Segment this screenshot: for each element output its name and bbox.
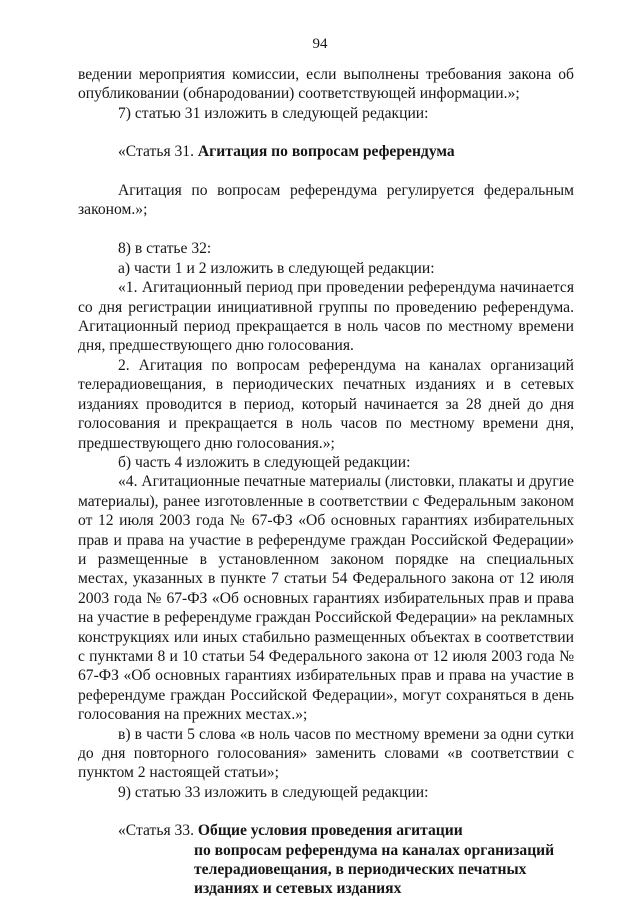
paragraph: в) в части 5 слова «в ноль часов по местному времени за одни сутки до дня повторного голосования» заменить словами «в соответствии с пунктом 2 настоящей статьи»;	[78, 725, 574, 782]
page-number: 94	[312, 36, 328, 52]
article-label: «Статья 33.	[118, 822, 198, 840]
spacer	[78, 219, 574, 239]
paragraph: 2. Агитация по вопросам референдума на каналах организаций телерадиовещания, в периодических печатных изданиях и в сетевых изданиях проводится в период, который начинается за 28 дней до дня голосования и прекращается в ноль часов по местному времени дня, предшествующего дню голосования.»;	[78, 356, 574, 452]
paragraph: 9) статью 33 изложить в следующей редакции:	[118, 783, 429, 801]
article-31-heading	[78, 142, 574, 161]
article-title-line: телерадиовещания, в периодических печатных	[194, 861, 527, 879]
paragraph: б) часть 4 изложить в следующей редакции:	[118, 453, 411, 471]
paragraph: 7) статью 31 изложить в следующей редакции:	[118, 104, 429, 122]
article-33-heading	[78, 821, 574, 840]
paragraph: 8) в статье 32:	[118, 240, 212, 258]
document-body	[78, 65, 574, 899]
paragraph: «4. Агитационные печатные материалы (листовки, плакаты и другие материалы), ранее изготовленные в соответствии с Федеральным законом от 12 июля 2003 года № 67-ФЗ «Об основных гарантиях избирательных прав и права на участие в референдуме граждан Российской Федерации» и размещенные в установленном законом порядке на специальных местах, указанных в пункте 7 статьи 54 Федерального закона от 12 июля 2003 года № 67-ФЗ «Об основных гарантиях избирательных прав и права на участие в референдуме граждан Российской Федерации» на рекламных конструкциях или иных стабильно размещенных объектах в соответствии с пунктами 8 и 10 статьи 54 Федерального закона от 12 июля 2003 года № 67-ФЗ «Об основных гарантиях избирательных прав и права на участие в референдуме граждан Российской Федерации», могут сохраняться в день голосования на прежних местах.»;	[78, 473, 574, 724]
paragraph: а) части 1 и 2 изложить в следующей редакции:	[118, 259, 435, 277]
paragraph: Агитация по вопросам референдума регулируется федеральным законом.»;	[78, 181, 574, 219]
article-title-line: по вопросам референдума на каналах организаций	[194, 841, 555, 859]
spacer	[78, 123, 574, 142]
paragraph: ведении мероприятия комиссии, если выполнены требования закона об опубликовании (обнародовании) соответствующей информации.»;	[78, 66, 574, 103]
spacer	[78, 162, 574, 181]
spacer	[78, 802, 574, 821]
article-label: «Статья 31.	[118, 143, 198, 161]
paragraph: «1. Агитационный период при проведении референдума начинается со дня регистрации инициативной группы по проведению референдума. Агитационный период прекращается в ноль часов по местному времени дня, предшествующего дню голосования.	[78, 279, 574, 355]
article-title: Агитация по вопросам референдума	[197, 143, 455, 161]
article-title-line: изданиях и сетевых изданиях	[194, 880, 402, 898]
article-title-line: Общие условия проведения агитации	[197, 822, 463, 840]
